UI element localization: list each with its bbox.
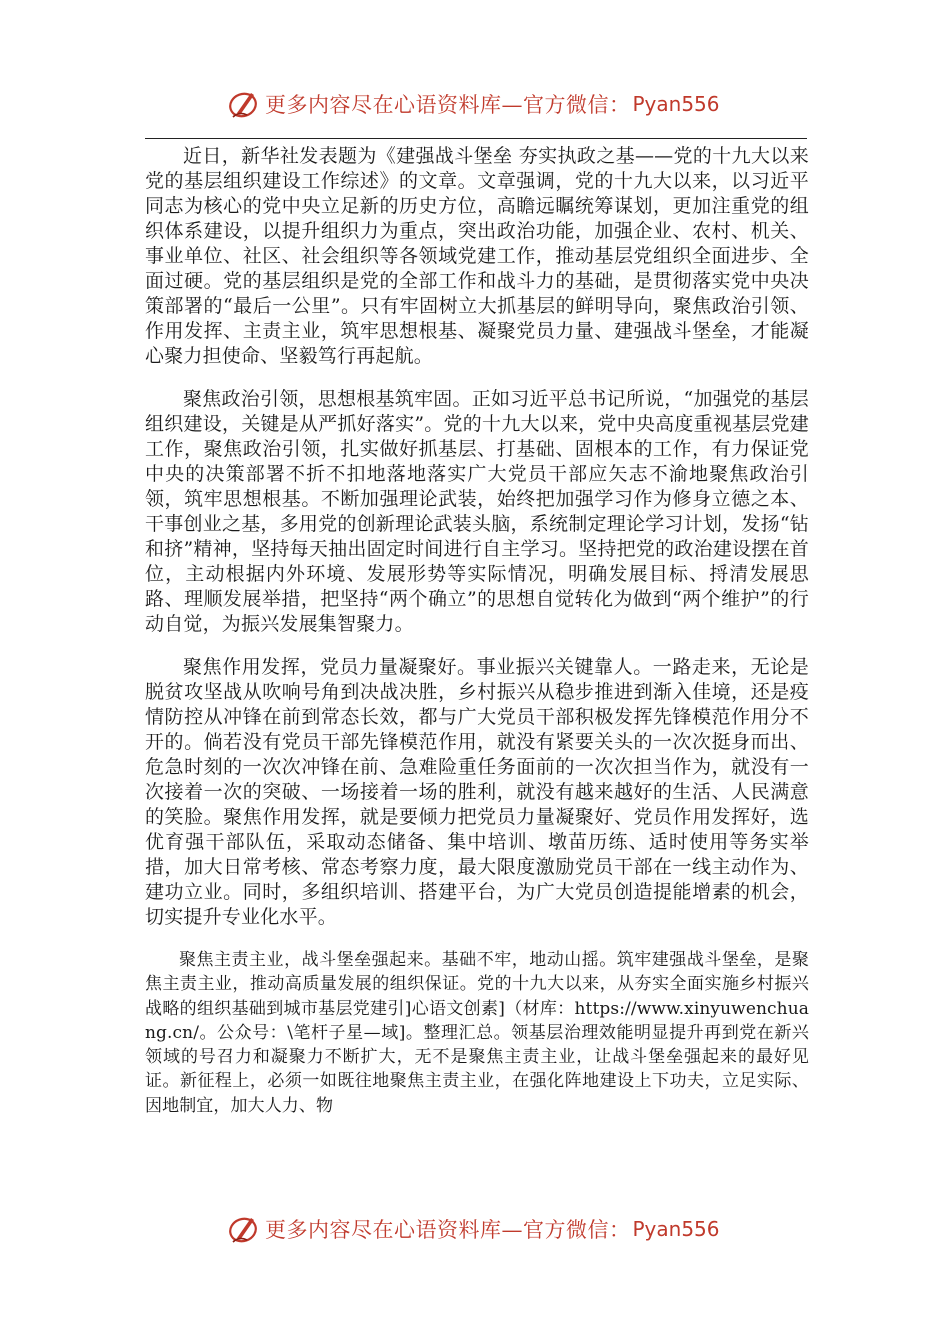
banner-text: 更多内容尽在心语资料库—官方微信： bbox=[265, 93, 631, 117]
header-banner bbox=[227, 84, 747, 124]
paragraph-main-responsibility: 聚焦主责主业，战斗堡垒强起来。基础不牢，地动山摇。筑牢建强战斗堡垒，是聚焦主责主业，推动高质量发展的组织保证。党的十九大以来，从夯实全面实施乡村振兴战略的组织基础到城市基层党建引]心语文创素]（材库：https://www.xinyuwenchuang.cn/。公众号：\笔杆子星—域]。整理汇总。领基层治理效能明显提升再到党在新兴领域的号召力和凝聚力不断扩大，无不是聚焦主责主业，让战斗堡垒强起来的最好见证。新征程上，必须一如既往地聚焦主责主业，在强化阵地建设上下功夫，立足实际、因地制宜，加大人力、物 bbox=[145, 950, 809, 1116]
banner-wechat-id: Pyan556 bbox=[632, 92, 720, 116]
paragraph-political-guidance: 聚焦政治引领，思想根基筑牢固。正如习近平总书记所说，“加强党的基层组织建设，关键是从严抓好落实”。党的十九大以来，党中央高度重视基层党建工作，聚焦政治引领，扎实做好抓基层、打基础、固根本的工作，有力保证党中央的决策部署不折不扣地落地落实广大党员干部应矢志不渝地聚焦政治引领，筑牢思想根基。不断加强理论武装，始终把加强学习作为修身立德之本、干事创业之基，多用党的创新理论武装头脑，系统制定理论学习计划，发扬“钻和挤”精神，坚持每天抽出固定时间进行自主学习。坚持把党的政治建设摆在首位，主动根据内外环境、发展形势等实际情况，明确发展目标、捋清发展思路、理顺发展举措，把坚持“两个确立”的思想自觉转化为做到“两个维护”的行动自觉，为振兴发展集智聚力。 bbox=[145, 388, 809, 635]
banner-text: 更多内容尽在心语资料库—官方微信： bbox=[265, 1218, 631, 1242]
pen-swirl-logo-icon bbox=[227, 87, 261, 121]
header-rule bbox=[145, 138, 807, 139]
article-body bbox=[145, 144, 809, 1118]
banner-wechat-id: Pyan556 bbox=[632, 1217, 720, 1241]
pen-swirl-logo-icon bbox=[227, 1212, 261, 1246]
paragraph-role-play: 聚焦作用发挥，党员力量凝聚好。事业振兴关键靠人。一路走来，无论是脱贫攻坚战从吹响号角到决战决胜，乡村振兴从稳步推进到渐入佳境，还是疫情防控从冲锋在前到常态长效，都与广大党员干部积极发挥先锋模范作用分不开的。倘若没有党员干部先锋模范作用，就没有紧要关头的一次次挺身而出、危急时刻的一次次冲锋在前、急难险重任务面前的一次次担当作为，就没有一次接着一次的突破、一场接着一场的胜利，就没有越来越好的生活、人民满意的笑脸。聚焦作用发挥，就是要倾力把党员力量凝聚好、党员作用发挥好，选优育强干部队伍，采取动态储备、集中培训、墩苗历练、适时使用等务实举措，加大日常考核、常态考察力度，最大限度激励党员干部在一线主动作为、建功立业。同时，多组织培训、搭建平台，为广大党员创造提能增素的机会，切实提升专业化水平。 bbox=[145, 656, 809, 928]
footer-banner bbox=[227, 1209, 747, 1249]
paragraph-intro: 近日，新华社发表题为《建强战斗堡垒 夯实执政之基——党的十九大以来党的基层组织建设工作综述》的文章。文章强调，党的十九大以来，以习近平同志为核心的党中央立足新的历史方位，高瞻远瞩统筹谋划，更加注重党的组织体系建设，以提升组织力为重点，突出政治功能，加强企业、农村、机关、事业单位、社区、社会组织等各领域党建工作，推动基层党组织全面进步、全面过硬。党的基层组织是党的全部工作和战斗力的基础，是贯彻落实党中央决策部署的“最后一公里”。只有牢固树立大抓基层的鲜明导向，聚焦政治引领、作用发挥、主责主业，筑牢思想根基、凝聚党员力量、建强战斗堡垒，才能凝心聚力担使命、坚毅笃行再起航。 bbox=[145, 145, 809, 367]
